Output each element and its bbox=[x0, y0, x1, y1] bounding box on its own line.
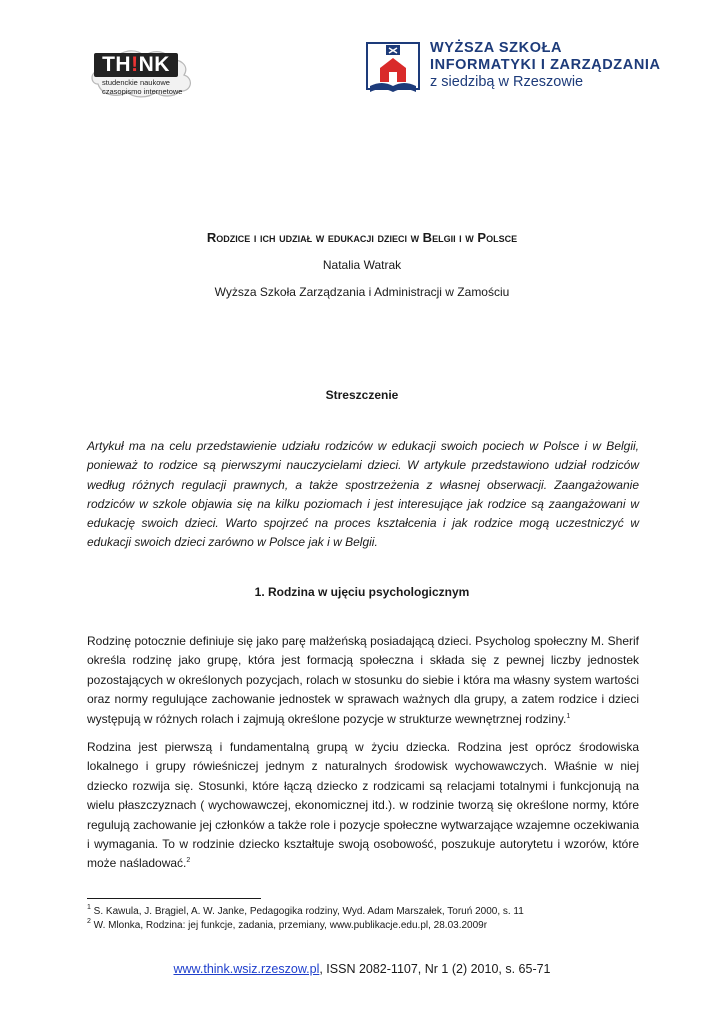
abstract-text: Artykuł ma na celu przedstawienie udziału rodziców w edukacji swoich pociech w Polsce i w Belgii, ponieważ to rodzice są pierwszymi nauczycielami dzieci. W artykule przedstawiono udział rodziców według różnych regulacji prawnych, a także spostrzeżenia z własnej obserwacji. Zaangażowanie rodziców w szkole objawia się na kilku poziomach i jest interesujące jak rodzice są zaangażowani w edukację swoich dzieci. Warto spojrzeć na proces kształcenia i jak rodzice mogą uczestniczyć w edukacji swoich dzieci zarówno w Polsce jak i w Belgii. bbox=[87, 439, 639, 550]
school-name bbox=[430, 40, 661, 91]
school-logo bbox=[366, 40, 661, 96]
think-subtitle-line2: czasopismo internetowe bbox=[102, 87, 183, 96]
author-affiliation: Wyższa Szkoła Zarządzania i Administracji w Zamościu bbox=[214, 285, 510, 299]
footnote-1-text: S. Kawula, J. Brągiel, A. W. Janke, Pedagogika rodziny, Wyd. Adam Marszałek, Toruń 2000, s. 11 bbox=[90, 906, 524, 917]
page-footer bbox=[0, 961, 724, 977]
paragraph-1-text: Rodzinę potocznie definiuje się jako parę małżeńską posiadającą dzieci. Psycholog społeczny M. Sherif określa rodzinę jako grupę, która jest formacją społeczna i składa się z pewnej liczby jednostek pozostających w określonych pozycjach, rolach w stosunku do siebie i która ma własny system wartości oraz normy regulujące zachowanie jednostek w sprawach ważnych dla grupy, a zatem rodzice i dzieci występują w różnych rolach i zajmują określone pozycje w strukturze wewnętrznej rodziny. bbox=[87, 634, 639, 726]
footnote-divider bbox=[87, 898, 261, 899]
think-word-main: TH bbox=[102, 53, 132, 76]
think-logo bbox=[88, 44, 200, 100]
footnote-ref-2: 2 bbox=[186, 857, 191, 865]
footnote-1-number: 1 bbox=[87, 904, 91, 911]
footnotes bbox=[87, 905, 639, 933]
article-title: Rodzice i ich udział w edukacji dzieci w Belgii i w Polsce bbox=[206, 230, 518, 245]
school-name-line2: INFORMATYKI I ZARZĄDZANIA bbox=[430, 57, 661, 73]
school-crest-icon bbox=[366, 42, 420, 96]
section-heading: 1. Rodzina w ujęciu psychologicznym bbox=[254, 585, 470, 599]
think-word-bang: ! bbox=[131, 53, 139, 76]
journal-link[interactable]: www.think.wsiz.rzeszow.pl bbox=[173, 962, 320, 976]
footnote-2-number: 2 bbox=[87, 918, 91, 925]
think-word-end: NK bbox=[138, 53, 170, 76]
footnote-2-text: W. Mlonka, Rodzina: jej funkcje, zadania, przemiany, www.publikacje.edu.pl, 28.03.2009r bbox=[90, 920, 488, 931]
article-author: Natalia Watrak bbox=[322, 258, 402, 272]
school-name-line3: z siedzibą w Rzeszowie bbox=[430, 74, 584, 90]
body-paragraph-1 bbox=[87, 632, 639, 729]
footnote-ref-1: 1 bbox=[566, 712, 571, 720]
think-wordmark bbox=[94, 53, 178, 77]
think-subtitle-line1: studenckie naukowe bbox=[102, 78, 170, 87]
footnote-1 bbox=[87, 905, 639, 919]
school-name-line1: WYŻSZA SZKOŁA bbox=[430, 40, 563, 56]
body-paragraph-2 bbox=[87, 738, 639, 874]
paragraph-2-text: Rodzina jest pierwszą i fundamentalną grupą w życiu dziecka. Rodzina jest oprócz środowiska lokalnego i grupy rówieśniczej jednym z naturalnych środowisk wychowawczych. Właśnie w niej dziecko rozwija się. Stosunki, które łączą dziecko z rodzicami są relacjami totalnymi i funkcjonują na wielu płaszczyznach ( wychowawczej, ekonomicznej itd.). w rodzinie tworzą się określone normy, które regulują zachowanie jej członków a także role i pozycje społeczne wytwarzające wzajemne oczekiwania i wymagania. To w rodzinie dziecko kształtuje swoją osobowość, poszukuje autorytetu i wzorów, które może naśladować. bbox=[87, 740, 639, 871]
footnote-2 bbox=[87, 919, 639, 933]
footer-citation: , ISSN 2082-1107, Nr 1 (2) 2010, s. 65-71 bbox=[319, 962, 551, 976]
abstract-heading: Streszczenie bbox=[325, 388, 399, 402]
